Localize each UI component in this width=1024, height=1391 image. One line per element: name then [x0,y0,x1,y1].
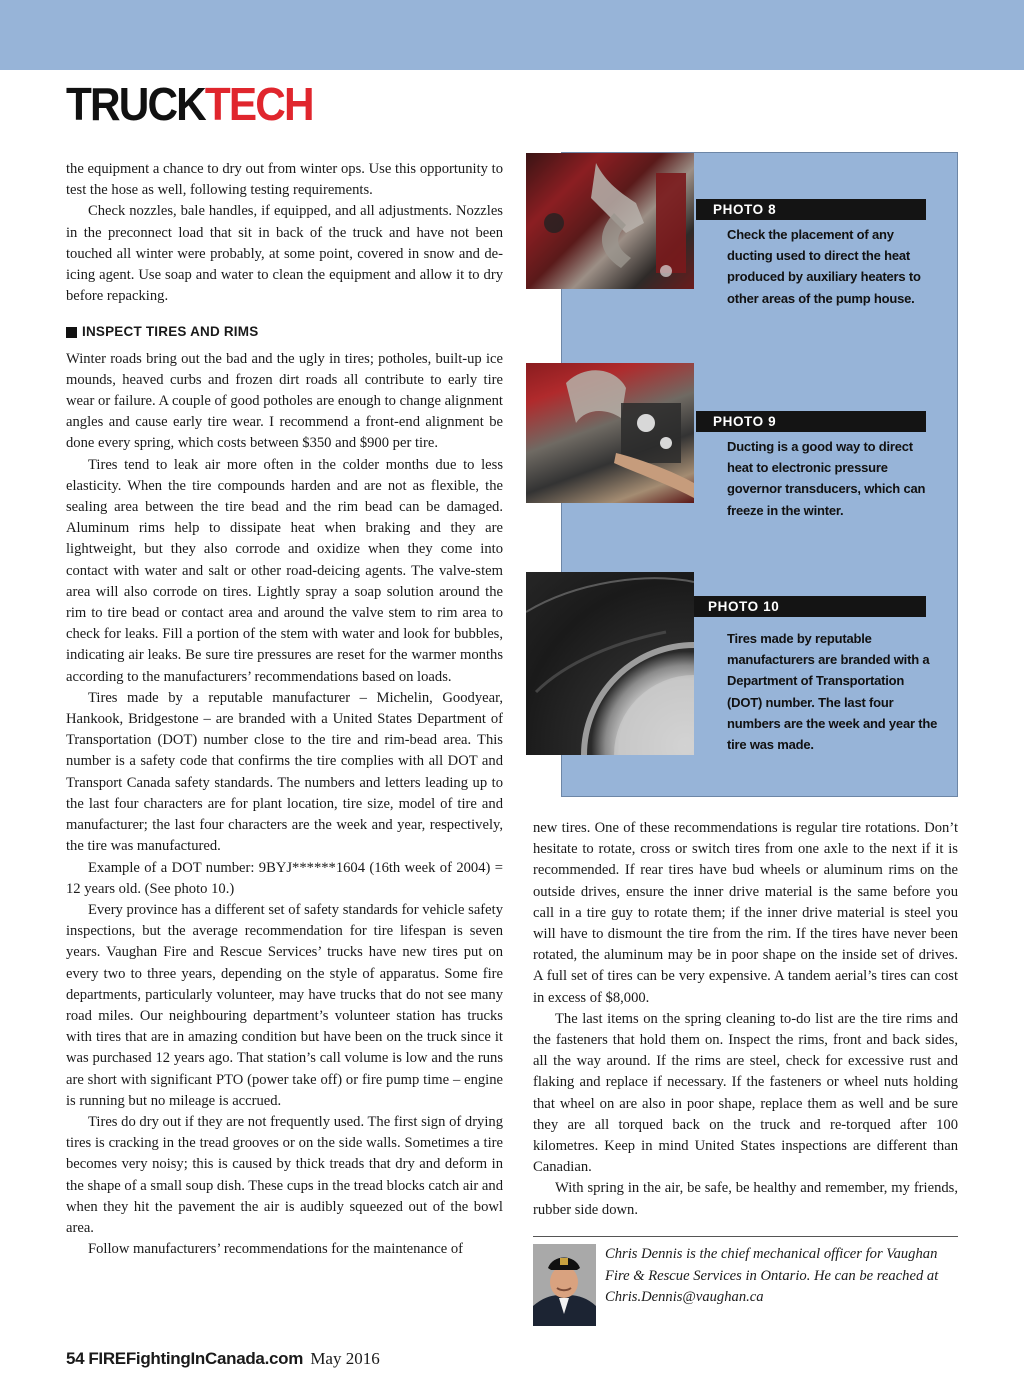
author-bio: Chris Dennis is the chief mechanical officer for Vaughan Fire & Rescue Services in Ontario. He can be reached at Chris.Dennis@vaughan.ca [605,1246,939,1305]
header-band [0,0,1024,70]
section-subhead [66,321,503,342]
paragraph: Tires do dry out if they are not frequently used. The first sign of drying tires is cracking in the tread grooves or on the side walls. Sometimes a tire becomes very noisy; this is caused by thick treads that dry and deform in the shape of a small soup dish. These cups in the tread blocks catch air and when they hit the pavement the air is audibly squeezed out of the bowl area. [66,1113,503,1236]
photo-8-image [526,153,694,289]
paragraph: With spring in the air, be safe, be healthy and remember, my friends, rubber side down. [533,1180,958,1218]
logo-tech-text: TECH [204,78,313,130]
photo-10-image [526,572,694,755]
right-column [533,818,958,1221]
left-column [66,159,503,1260]
paragraph: The last items on the spring cleaning to-do list are the tire rims and the fasteners that hold them on. Inspect the rims, front and back sides, all the way around. If the rims are steel, check for excessive rust and flaking and replace if necessary. If the fasteners or wheel nuts holding that wheel on are also in poor shape, replace them as well and be sure they are all torqued back on the truck and re-torqued after 100 kilometres. Keep in mind United States inspections are different than Canadian. [533,1010,958,1176]
paragraph: Tires made by a reputable manufacturer – Michelin, Goodyear, Hankook, Bridgestone – are branded with a United States Department of Transportation (DOT) number close to the tire and rim-bead area. This number is a safety code that confirms the tire complies with all DOT and Transport Canada safety standards. The numbers and letters leading up to the last four characters are for plant location, tire size, model of tire and manufacturer; the last four characters are the week and year, respectively, the tire was manufactured. [66,689,503,855]
photo-10-caption: Tires made by reputable manufacturers are branded with a Department of Transportation (DOT) number. The last four numbers are the week and year the tire was made. [727,631,938,753]
photo-8-caption: Check the placement of any ducting used to direct the heat produced by auxiliary heaters to other areas of the pump house. [727,227,921,306]
photo-10-label: PHOTO 10 [694,596,926,617]
logo-truck-text: TRUCK [66,78,205,130]
paragraph: Tires tend to leak air more often in the colder months due to less elasticity. When the tire compounds harden and are not as flexible, the sealing area between the tire bead and the rim bead can be damaged. Aluminum rims help to dissipate heat when braking and they are lightweight, but they also corrode and oxidize when they come into contact with water and salt or other road-deicing agents. The valve-stem area will also corrode on tires. Lightly spray a soap solution around the rim to tire bead or contact area and around the valve stem to rim area to check for leaks. Fill a portion of the stem with water and look for bubbles, indicating air leaks. Be sure tire pressures are reset for the warmer months according to the manufacturers’ recommendations based on loads. [66,456,503,685]
page-number: 54 [66,1349,85,1368]
issue-date: May 2016 [310,1349,380,1368]
bio-divider [533,1236,958,1237]
square-bullet-icon [66,327,77,338]
paragraph: Every province has a different set of safety standards for vehicle safety inspections, but the average recommendation for tire lifespan is seven years. Vaughan Fire and Rescue Services’ trucks have new tires put on every two to three years, depending on the style of apparatus. Some fire departments, particularly volunteer, may have trucks that do not see many road miles. Our neighbouring department’s volunteer station has trucks with tires that are in amazing condition but have been on the truck since it was purchased 12 years ago. That station’s call volume is low and the runs are short with significant PTO (power take off) or fire pump time – engine is running but no mileage is accrued. [66,901,503,1109]
paragraph: Follow manufacturers’ recommendations for the maintenance of [88,1241,463,1258]
section-logo [66,80,313,128]
photo-9-label: PHOTO 9 [696,411,926,432]
paragraph: Winter roads bring out the bad and the ugly in tires; potholes, built-up ice mounds, heaved curbs and frozen dirt roads all contribute to early tire wear or failure. A couple of good potholes are enough to change alignment angles and cause early tire wear. I recommend a front-end alignment be done every spring, which costs between $350 and $900 per tire. [66,350,503,452]
photo-9-caption: Ducting is a good way to direct heat to electronic pressure governor transducers, which can freeze in the winter. [727,439,926,518]
page-footer [66,1347,380,1371]
paragraph: Example of a DOT number: 9BYJ******1604 (16th week of 2004) = 12 years old. (See photo 10.) [66,859,503,897]
paragraph: new tires. One of these recommendations is regular tire rotations. Don’t hesitate to rotate, cross or switch tires from one axle to the next if it is recommended. If rear tires have bud wheels or aluminum rims on the outside drives, ensure the inner drive material is the same before you call in a tire guy to rotate them; if the inner drive material is steel you will have to dismount the tire from the rim. If the tires have never been rotated, the aluminum may be in poor shape on the inside set of drives. A full set of tires can be very expensive. A tandem aerial’s tires can cost in excess of $8,000. [533,820,958,1006]
photo-8-label: PHOTO 8 [696,199,926,220]
subhead-text: INSPECT TIRES AND RIMS [82,324,259,340]
footer-site-link[interactable]: FIREFightingInCanada.com [88,1349,304,1368]
paragraph: the equipment a chance to dry out from winter ops. Use this opportunity to test the hose as well, following testing requirements. [66,161,503,199]
paragraph: Check nozzles, bale handles, if equipped, and all adjustments. Nozzles in the preconnect load that sit in back of the truck and have not been touched all winter were probably, at some point, covered in snow and de-icing agent. Use soap and water to clean the equipment and allow it to dry before repacking. [66,203,503,305]
photo-9-image [526,363,694,503]
author-headshot [533,1244,596,1326]
